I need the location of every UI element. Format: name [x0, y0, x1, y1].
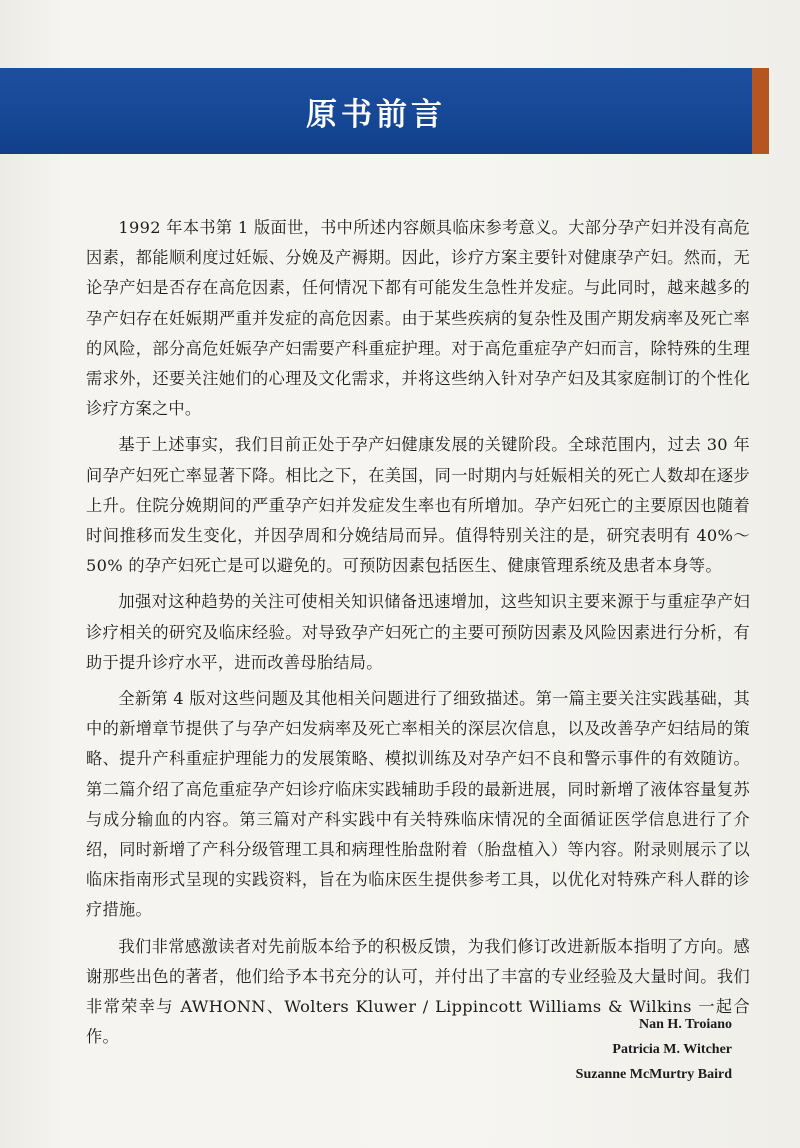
author-name: Patricia M. Witcher: [612, 1042, 732, 1057]
author-name: Suzanne McMurtry Baird: [575, 1067, 732, 1082]
author-signatures: [576, 1012, 732, 1087]
title-accent-bar: [752, 68, 769, 154]
preface-body: [86, 213, 750, 1058]
author-name: Nan H. Troiano: [639, 1017, 732, 1032]
paragraph: 我们非常感激读者对先前版本给予的积极反馈，为我们修订改进新版本指明了方向。感谢那些出色的著者，他们给予本书充分的认可，并付出了丰富的专业经验及大量时间。我们非常荣幸与 AWHONN、Wolters Kluwer / Lippincott Williams & Wilkins 一起合作。: [86, 936, 750, 1047]
page-title: 原书前言: [306, 96, 446, 133]
paragraph: 1992 年本书第 1 版面世，书中所述内容颇具临床参考意义。大部分孕产妇并没有高危因素，都能顺利度过妊娠、分娩及产褥期。因此，诊疗方案主要针对健康孕产妇。然而，无论孕产妇是否存在高危因素，任何情况下都有可能发生急性并发症。与此同时，越来越多的孕产妇存在妊娠期严重并发症的高危因素。由于某些疾病的复杂性及围产期发病率及死亡率的风险，部分高危妊娠孕产妇需要产科重症护理。对于高危重症孕产妇而言，除特殊的生理需求外，还要关注她们的心理及文化需求，并将这些纳入针对孕产妇及其家庭制订的个性化诊疗方案之中。: [86, 218, 750, 419]
paragraph: 全新第 4 版对这些问题及其他相关问题进行了细致描述。第一篇主要关注实践基础，其中的新增章节提供了与孕产妇发病率及死亡率相关的深层次信息，以及改善孕产妇结局的策略、提升产科重症护理能力的发展策略、模拟训练及对孕产妇不良和警示事件的有效随访。第二篇介绍了高危重症孕产妇诊疗临床实践辅助手段的最新进展，同时新增了液体容量复苏与成分输血的内容。第三篇对产科实践中有关特殊临床情况的全面循证医学信息进行了介绍，同时新增了产科分级管理工具和病理性胎盘附着（胎盘植入）等内容。附录则展示了以临床指南形式呈现的实践资料，旨在为临床医生提供参考工具，以优化对特殊产科人群的诊疗措施。: [86, 689, 750, 920]
paragraph: 加强对这种趋势的关注可使相关知识储备迅速增加，这些知识主要来源于与重症孕产妇诊疗相关的研究及临床经验。对导致孕产妇死亡的主要可预防因素及风险因素进行分析，有助于提升诊疗水平，进而改善母胎结局。: [86, 592, 750, 672]
title-banner: [0, 68, 752, 154]
paragraph: 基于上述事实，我们目前正处于孕产妇健康发展的关键阶段。全球范围内，过去 30 年间孕产妇死亡率显著下降。相比之下，在美国，同一时期内与妊娠相关的死亡人数却在逐步上升。住院分娩期间的严重孕产妇并发症发生率也有所增加。孕产妇死亡的主要原因也随着时间推移而发生变化，并因孕周和分娩结局而异。值得特别关注的是，研究表明有 40%～50% 的孕产妇死亡是可以避免的。可预防因素包括医生、健康管理系统及患者本身等。: [86, 435, 750, 576]
